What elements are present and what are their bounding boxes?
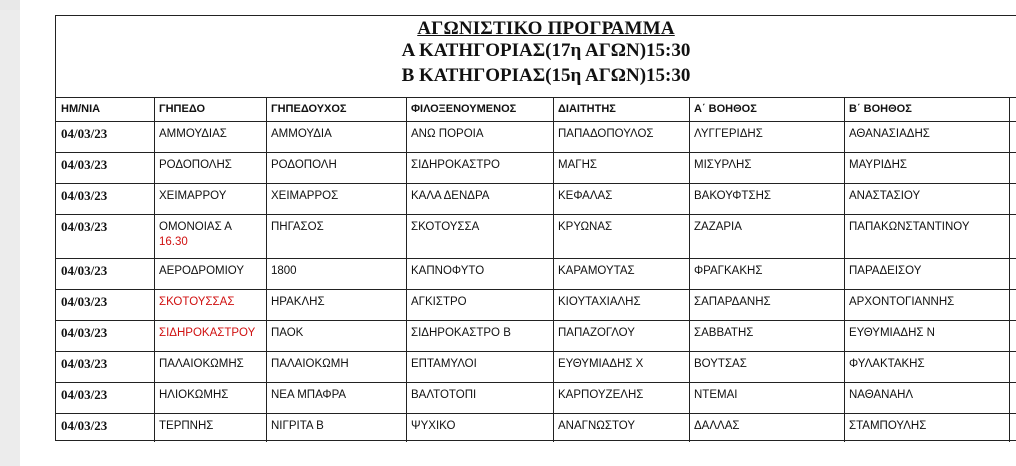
cell-assistant-b: ΦΥΛΑΚΤΑΚΗΣ (849, 358, 925, 370)
column-divider (154, 98, 155, 442)
cell-host: ΠΑΟΚ (271, 327, 304, 339)
cell-guest: ΨΥΧΙΚΟ (411, 420, 456, 432)
cell-referee: ΚΙΟΥΤΑΧΙΑΛΗΣ (558, 296, 641, 308)
cell-assistant-a: ΒΑΚΟΥΦΤΣΗΣ (694, 190, 771, 202)
schedule-table (55, 15, 1016, 441)
column-header: ΦΙΛΟΞΕΝΟΥΜΕΝΟΣ (411, 103, 517, 115)
column-header: ΓΗΠΕΔΟ (159, 103, 206, 115)
column-header: Α΄ ΒΟΗΘΟΣ (694, 103, 757, 115)
cell-venue: ΣΚΟΤΟΥΣΣΑΣ (159, 296, 235, 308)
cell-venue: ΡΟΔΟΠΟΛΗΣ (159, 159, 232, 171)
column-divider (844, 98, 845, 442)
table-header-block (56, 16, 1016, 98)
row-divider (56, 183, 1016, 184)
cell-guest: ΚΑΛΑ ΔΕΝΔΡΑ (411, 190, 490, 202)
cell-date: 04/03/23 (61, 294, 108, 309)
schedule-title: ΑΓΩΝΙΣΤΙΚΟ ΠΡΟΓΡΑΜΜΑ (417, 18, 675, 39)
row-divider (56, 258, 1016, 259)
cell-host: ΗΡΑΚΛΗΣ (271, 296, 325, 308)
cell-referee: ΑΝΑΓΝΩΣΤΟΥ (558, 420, 636, 432)
cell-referee: ΚΕΦΑΛΑΣ (558, 190, 613, 202)
cell-assistant-b: ΠΑΡΑΔΕΙΣΟΥ (849, 265, 922, 277)
cell-referee: ΚΑΡΠΟΥΖΕΛΗΣ (558, 389, 644, 401)
cell-assistant-a: ΔΑΛΛΑΣ (694, 420, 740, 432)
cell-assistant-b: ΑΘΑΝΑΣΙΑΔΗΣ (849, 128, 930, 140)
cell-assistant-a: ΝΤΕΜΑΙ (694, 389, 738, 401)
cell-guest: ΑΝΩ ΠΟΡΟΙΑ (411, 128, 484, 140)
column-divider (553, 98, 554, 442)
cell-guest: ΚΑΠΝΟΦΥΤΟ (411, 265, 485, 277)
column-header: ΔΙΑΙΤΗΤΗΣ (558, 103, 616, 115)
cell-date: 04/03/23 (61, 387, 108, 402)
document-page (20, 0, 1016, 466)
cell-date: 04/03/23 (61, 219, 108, 234)
cell-assistant-b: ΝΑΘΑΝΑΗΛ (849, 389, 914, 401)
cell-venue: ΠΑΛΑΙΟΚΩΜΗΣ (159, 358, 244, 370)
cell-host: 1800 (271, 265, 297, 277)
row-divider (56, 214, 1016, 215)
cell-date: 04/03/23 (61, 418, 108, 433)
venue-time-note: 16.30 (159, 236, 188, 248)
cell-referee: ΚΡΥΩΝΑΣ (558, 221, 613, 233)
cell-assistant-b: ΜΑΥΡΙΔΗΣ (849, 159, 908, 171)
cell-referee: ΕΥΘΥΜΙΑΔΗΣ Χ (558, 358, 644, 370)
cell-date: 04/03/23 (61, 263, 108, 278)
cell-assistant-a: ΖΑΖΑΡΙΑ (694, 221, 742, 233)
cell-assistant-b: ΑΡΧΟΝΤΟΓΙΑΝΝΗΣ (849, 296, 955, 308)
cell-venue: ΑΜΜΟΥΔΙΑΣ (159, 128, 227, 140)
cell-venue: ΗΛΙΟΚΩΜΗΣ (159, 389, 229, 401)
cell-assistant-b: ΠΑΠΑΚΩΝΣΤΑΝΤΙΝΟΥ (849, 221, 970, 233)
cell-referee: ΚΑΡΑΜΟΥΤΑΣ (558, 265, 635, 277)
cell-assistant-b: ΕΥΘΥΜΙΑΔΗΣ Ν (849, 327, 935, 339)
cell-host: ΑΜΜΟΥΔΙΑ (271, 128, 332, 140)
cell-guest: ΑΓΚΙΣΤΡΟ (411, 296, 467, 308)
column-divider (406, 98, 407, 442)
cell-referee: ΜΑΓΗΣ (558, 159, 597, 171)
row-divider (56, 413, 1016, 414)
row-divider (56, 152, 1016, 153)
cell-assistant-b: ΣΤΑΜΠΟΥΛΗΣ (849, 420, 927, 432)
cell-venue: ΧΕΙΜΑΡΡΟΥ (159, 190, 227, 202)
row-divider (56, 382, 1016, 383)
cell-assistant-a: ΣΑΠΑΡΔΑΝΗΣ (694, 296, 771, 308)
cell-guest: ΕΠΤΑΜΥΛΟΙ (411, 358, 477, 370)
category-b-subtitle: Β ΚΑΤΗΓΟΡΙΑΣ(15η ΑΓΩΝ)15:30 (401, 65, 691, 86)
cell-date: 04/03/23 (61, 325, 108, 340)
cell-venue: ΤΕΡΠΝΗΣ (159, 420, 214, 432)
cell-host: ΡΟΔΟΠΟΛΗ (271, 159, 337, 171)
row-divider (56, 351, 1016, 352)
cell-venue: ΣΙΔΗΡΟΚΑΣΤΡΟΥ (159, 327, 256, 339)
cell-assistant-a: ΣΑΒΒΑΤΗΣ (694, 327, 754, 339)
cell-guest: ΣΙΔΗΡΟΚΑΣΤΡΟ Β (411, 327, 511, 339)
column-divider (1009, 98, 1010, 442)
cell-host: ΠΗΓΑΣΟΣ (271, 221, 324, 233)
cell-venue: ΑΕΡΟΔΡΟΜΙΟΥ (159, 265, 245, 277)
column-header: ΗΜ/ΝΙΑ (61, 103, 101, 115)
row-divider (56, 320, 1016, 321)
cell-host: ΝΙΓΡΙΤΑ Β (271, 420, 324, 432)
cell-assistant-a: ΜΙΣΥΡΛΗΣ (694, 159, 752, 171)
cell-referee: ΠΑΠΑΔΟΠΟΥΛΟΣ (558, 128, 654, 140)
column-divider (266, 98, 267, 442)
cell-date: 04/03/23 (61, 188, 108, 203)
cell-date: 04/03/23 (61, 356, 108, 371)
row-divider (56, 289, 1016, 290)
cell-assistant-a: ΒΟΥΤΣΑΣ (694, 358, 747, 370)
cell-guest: ΣΚΟΤΟΥΣΣΑ (411, 221, 480, 233)
cell-host: ΧΕΙΜΑΡΡΟΣ (271, 190, 339, 202)
cell-assistant-a: ΛΥΓΓΕΡΙΔΗΣ (694, 128, 763, 140)
column-header: Β΄ ΒΟΗΘΟΣ (849, 103, 912, 115)
cell-assistant-b: ΑΝΑΣΤΑΣΙΟΥ (849, 190, 921, 202)
cell-host: ΠΑΛΑΙΟΚΩΜΗ (271, 358, 349, 370)
column-header: ΓΗΠΕΔΟΥΧΟΣ (271, 103, 347, 115)
cell-assistant-a: ΦΡΑΓΚΑΚΗΣ (694, 265, 763, 277)
cell-guest: ΒΑΛΤΟΤΟΠΙ (411, 389, 477, 401)
column-divider (689, 98, 690, 442)
cell-host: ΝΕΑ ΜΠΑΦΡΑ (271, 389, 347, 401)
category-a-subtitle: Α ΚΑΤΗΓΟΡΙΑΣ(17η ΑΓΩΝ)15:30 (401, 40, 691, 61)
cell-guest: ΣΙΔΗΡΟΚΑΣΤΡΟ (411, 159, 500, 171)
row-divider (56, 121, 1016, 122)
cell-referee: ΠΑΠΑΖΟΓΛΟΥ (558, 327, 635, 339)
cell-date: 04/03/23 (61, 157, 108, 172)
cell-venue: ΟΜΟΝΟΙΑΣ Α (159, 221, 232, 233)
cell-date: 04/03/23 (61, 126, 108, 141)
